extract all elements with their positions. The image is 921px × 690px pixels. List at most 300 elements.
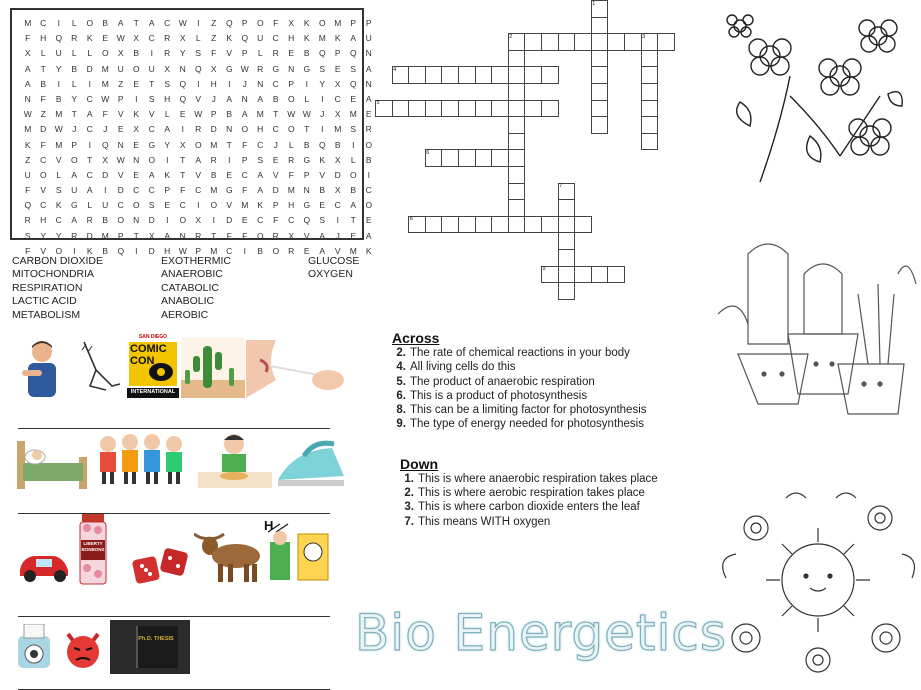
word-search-letter: A [195, 154, 202, 165]
word-search-letter: E [133, 169, 140, 180]
word-search-letter: O [86, 18, 94, 28]
crossword-cell[interactable] [508, 183, 526, 201]
word-search-letter: F [40, 139, 46, 150]
comic-con-word1: COMIC [130, 343, 167, 355]
word-search-letter: X [334, 154, 341, 165]
word-search-letter: K [164, 169, 171, 180]
word-search-letter: W [101, 93, 110, 104]
word-list-item: ANABOLIC [161, 295, 215, 308]
crossword-cell[interactable] [524, 66, 542, 84]
word-search-letter: K [303, 18, 310, 28]
word-search-letter: T [350, 215, 356, 226]
crossword-cell[interactable] [392, 100, 410, 118]
word-search-letter: Q [179, 93, 187, 104]
word-list-item: EXOTHERMIC [161, 255, 232, 267]
word-search-letter: A [241, 109, 248, 120]
word-search-letter: N [288, 63, 295, 74]
word-search-letter: V [148, 109, 155, 120]
word-search-letter: H [164, 93, 171, 104]
crossword-cell[interactable] [491, 216, 509, 234]
word-search-letter: O [70, 154, 78, 165]
word-search-letter: T [226, 139, 232, 150]
word-search-letter: R [24, 215, 31, 226]
word-search-row [20, 213, 377, 228]
comic-con-top-text: SAN DIEGO [138, 334, 168, 340]
word-search-letter: C [86, 93, 93, 104]
red-car-image [16, 544, 72, 584]
crossword-cell[interactable] [458, 100, 476, 118]
word-search-row [20, 46, 377, 61]
answer-line [18, 513, 330, 514]
word-search-letter: C [40, 200, 47, 211]
crossword-cell[interactable] [591, 116, 609, 134]
word-search-letter: O [210, 200, 218, 211]
word-search-letter: A [257, 93, 264, 104]
word-search-letter: M [101, 230, 109, 241]
word-search-letter: I [352, 139, 355, 150]
crossword-cell[interactable] [508, 100, 526, 118]
word-search-letter: S [350, 124, 357, 135]
word-search-letter: P [303, 169, 310, 180]
down-heading: Down [400, 455, 439, 472]
word-search-letter: N [241, 93, 248, 104]
word-search-letter: X [334, 109, 341, 120]
word-search-letter: I [228, 78, 231, 89]
word-search-letter: Q [241, 33, 249, 44]
word-search-letter: R [272, 48, 279, 59]
crossword-number: 6 [426, 149, 430, 156]
word-search-letter: J [103, 124, 108, 135]
crossword-cell[interactable] [541, 216, 559, 234]
word-search-letter: S [24, 230, 31, 241]
crossword-cell[interactable] [591, 266, 609, 284]
crossword-cell[interactable] [508, 66, 526, 84]
word-search-letter: V [195, 169, 202, 180]
word-search-row [20, 92, 377, 107]
word-search-letter: U [117, 63, 124, 74]
word-search-letter: N [365, 48, 372, 59]
crossword-cell[interactable] [475, 216, 493, 234]
word-search-letter: M [349, 245, 357, 256]
word-search-letter: V [195, 93, 202, 104]
crossword-cell[interactable] [624, 33, 642, 51]
word-search-letter: M [318, 33, 326, 44]
word-search-letter: V [40, 185, 47, 196]
word-search-letter: L [71, 78, 77, 89]
crossword-cell[interactable] [641, 83, 659, 101]
word-search-row [20, 168, 377, 183]
word-search-letter: D [102, 169, 109, 180]
word-search-letter: C [40, 18, 47, 28]
crossword-cell[interactable] [441, 149, 459, 167]
word-search-letter: I [336, 215, 339, 226]
word-search-letter: E [164, 200, 171, 211]
word-search-letter: D [210, 124, 217, 135]
word-search-row [20, 77, 377, 92]
word-search-row [20, 16, 377, 31]
word-search-letter: P [241, 154, 248, 165]
sun-flowers-doodle-image [716, 488, 920, 684]
word-search-letter: B [303, 48, 310, 59]
word-search-row [20, 31, 377, 46]
word-search-letter: T [304, 124, 310, 135]
word-search-letter: E [179, 109, 186, 120]
word-search-letter: I [228, 154, 231, 165]
across-clue: 4. All living cells do this [396, 361, 516, 374]
word-search-letter: Q [318, 139, 326, 150]
word-search-letter: E [319, 200, 326, 211]
word-search-letter: K [24, 139, 31, 150]
crossword-cell[interactable] [558, 249, 576, 267]
crossword-clues [392, 330, 712, 529]
word-search-letter: R [257, 63, 264, 74]
word-search-letter: X [334, 78, 341, 89]
word-search-letter: P [195, 245, 202, 256]
word-search-letter: U [365, 33, 372, 44]
word-search-letter: V [303, 230, 310, 241]
word-search-letter: Q [349, 48, 357, 59]
page-title: Bio Energetics [355, 604, 727, 662]
mouth-swab-image [246, 340, 346, 398]
crossword-cell[interactable] [408, 100, 426, 118]
word-search-letter: X [210, 63, 217, 74]
word-search-letter: D [86, 63, 93, 74]
crossword-cell[interactable] [458, 216, 476, 234]
word-search-letter: I [57, 78, 60, 89]
word-search-letter: C [117, 200, 124, 211]
word-search-letter: U [71, 185, 78, 196]
word-search-letter: U [102, 200, 109, 211]
cactus-pots-doodle-image [708, 234, 918, 418]
word-search-letter: T [149, 78, 155, 89]
crossword-cell[interactable] [591, 17, 609, 35]
crossword-cell[interactable] [425, 100, 443, 118]
word-search-letter: P [241, 18, 248, 28]
word-search-letter: W [302, 109, 311, 120]
word-search-letter: M [24, 124, 32, 135]
word-search-letter: P [241, 48, 248, 59]
word-search-letter: N [179, 63, 186, 74]
word-search-letter: A [71, 169, 78, 180]
word-search-letter: O [272, 245, 280, 256]
crossword-cell[interactable] [558, 282, 576, 300]
word-search-letter: A [257, 169, 264, 180]
word-search-letter: X [288, 230, 295, 241]
candy-jar-label: LIBERTY BONBONS [81, 541, 105, 552]
word-search-letter: O [365, 139, 373, 150]
word-search-letter: E [102, 33, 109, 44]
word-search-letter: V [226, 48, 233, 59]
word-search-letter: A [86, 185, 93, 196]
word-search-letter: O [148, 154, 156, 165]
word-search-letter: X [179, 33, 186, 44]
word-search-letter: F [226, 230, 232, 241]
word-search-grid [10, 8, 373, 256]
word-search-letter: B [102, 245, 109, 256]
word-search-letter: B [40, 78, 47, 89]
word-search-letter: G [303, 63, 311, 74]
crossword-cell[interactable] [408, 66, 426, 84]
word-search-letter: N [226, 124, 233, 135]
word-search-letter: F [242, 230, 248, 241]
crossword-cell[interactable] [458, 66, 476, 84]
word-search-letter: R [210, 154, 217, 165]
word-search-letter: G [148, 139, 156, 150]
word-search-letter: V [319, 169, 326, 180]
word-search-letter: N [179, 230, 186, 241]
crossword-cell[interactable] [574, 216, 592, 234]
crossword-number: 5 [376, 100, 380, 107]
word-search-letter: R [288, 245, 295, 256]
word-search-letter: V [334, 245, 341, 256]
word-search-letter: Q [303, 215, 311, 226]
crossword-cell[interactable] [508, 116, 526, 134]
word-search-letter: I [181, 124, 184, 135]
word-search-letter: J [320, 109, 325, 120]
across-clue: 6. This is a product of photosynthesis [396, 389, 588, 402]
crossword-cell[interactable] [475, 100, 493, 118]
word-list-item: CARBON DIOXIDE [12, 255, 104, 267]
crossword-number: 2 [509, 33, 513, 40]
word-search-letter: C [148, 124, 155, 135]
word-search-letter: N [365, 78, 372, 89]
word-search-letter: J [273, 139, 278, 150]
word-search-letter: O [256, 230, 264, 241]
word-search-letter: F [180, 185, 186, 196]
word-search-letter: S [257, 154, 264, 165]
word-search-letter: X [195, 215, 202, 226]
crossword-cell[interactable] [475, 66, 493, 84]
word-search-letter: B [334, 139, 341, 150]
crossword-cell[interactable] [425, 216, 443, 234]
word-search-letter: S [55, 185, 62, 196]
word-search-letter: A [148, 18, 155, 28]
word-search-letter: K [334, 33, 341, 44]
crossword-cell[interactable] [641, 66, 659, 84]
crossword-cell[interactable] [591, 33, 609, 51]
answer-line [18, 428, 330, 429]
word-search-letter: A [350, 33, 357, 44]
crossword-cell[interactable] [558, 232, 576, 250]
word-search-letter: R [365, 124, 372, 135]
crossword-cell[interactable] [508, 199, 526, 217]
word-search-letter: S [319, 63, 326, 74]
word-search-letter: G [303, 154, 311, 165]
crossword-cell[interactable] [607, 266, 625, 284]
crossword-cell[interactable] [591, 83, 609, 101]
word-search-letter: G [303, 200, 311, 211]
crossword-cell[interactable] [607, 33, 625, 51]
word-list-column-2 [161, 255, 231, 322]
crossword-cell[interactable] [574, 266, 592, 284]
word-search-letter: T [71, 109, 77, 120]
word-search-letter: I [88, 139, 91, 150]
word-search-letter: Y [55, 63, 62, 74]
word-search-letter: E [365, 109, 372, 120]
crossword-cell[interactable] [491, 66, 509, 84]
crossword-cell[interactable] [508, 83, 526, 101]
word-search-letter: Z [211, 18, 217, 28]
word-search-letter: N [303, 185, 310, 196]
word-search-letter: N [133, 154, 140, 165]
crossword-number: 9 [542, 266, 546, 273]
crossword-cell[interactable] [558, 266, 576, 284]
word-search-letter: Q [225, 18, 233, 28]
word-search-letter: V [117, 109, 124, 120]
crossword-cell[interactable] [541, 100, 559, 118]
word-search-letter: X [288, 18, 295, 28]
crossword-cell[interactable] [475, 149, 493, 167]
word-search-letter: C [288, 215, 295, 226]
word-search-letter: A [164, 230, 171, 241]
word-search-letter: L [288, 139, 294, 150]
word-search-letter: K [226, 33, 233, 44]
word-list-item: MITOCHONDRIA [12, 268, 95, 281]
down-clue: 7. This means WITH oxygen [404, 515, 551, 528]
crossword-cell[interactable] [508, 166, 526, 184]
crossword-cell[interactable] [558, 216, 576, 234]
crossword-cell[interactable] [524, 100, 542, 118]
word-search-letter: X [148, 230, 155, 241]
crossword-cell[interactable] [524, 216, 542, 234]
word-search-letter: Z [40, 109, 46, 120]
word-search-letter: U [55, 48, 62, 59]
word-search-letter: I [73, 245, 76, 256]
red-dice-image [132, 546, 190, 586]
word-search-letter: N [257, 78, 264, 89]
crossword-cell[interactable] [591, 66, 609, 84]
crossword-cell[interactable] [541, 33, 559, 51]
candy-jar-image [78, 514, 108, 586]
crossword-cell[interactable] [508, 216, 526, 234]
word-search-letter: C [272, 78, 279, 89]
word-search-letter: C [86, 169, 93, 180]
word-list-item: AEROBIC [161, 308, 209, 321]
crossword-cell[interactable] [574, 33, 592, 51]
word-search-letter: P [210, 109, 217, 120]
word-search-letter: M [334, 124, 342, 135]
word-search-letter: C [148, 33, 155, 44]
word-search-letter: Q [194, 63, 202, 74]
word-search-letter: X [117, 48, 124, 59]
word-search-letter: M [256, 109, 264, 120]
word-search-letter: W [194, 109, 203, 120]
crossword-number: 1 [592, 0, 596, 7]
across-heading: Across [392, 330, 440, 346]
crossword-cell[interactable] [657, 33, 675, 51]
word-search-letter: L [164, 109, 170, 120]
word-list-item: ANAEROBIC [161, 268, 223, 281]
word-search-letter: M [101, 78, 109, 89]
crossword-cell[interactable] [508, 149, 526, 167]
word-search-letter: C [226, 245, 233, 256]
word-search-letter: D [117, 185, 124, 196]
word-search-letter: P [334, 48, 341, 59]
crossword-cell[interactable] [441, 66, 459, 84]
crossword-cell[interactable] [558, 33, 576, 51]
word-search-letter: O [117, 215, 125, 226]
word-search-letter: P [288, 78, 295, 89]
word-search-letter: A [365, 93, 372, 104]
word-search-letter: C [86, 124, 93, 135]
word-search-letter: M [210, 139, 218, 150]
word-search-row [20, 183, 377, 198]
crossword-cell[interactable] [441, 100, 459, 118]
word-search-letter: F [211, 48, 217, 59]
crossword-cell[interactable] [441, 216, 459, 234]
word-search-letter: I [243, 245, 246, 256]
word-search-letter: B [71, 63, 78, 74]
crossword-cell[interactable] [508, 50, 526, 68]
word-search-letter: Y [71, 93, 78, 104]
word-search-letter: O [318, 18, 326, 28]
crossword-cell[interactable] [491, 100, 509, 118]
word-search-letter: V [55, 154, 62, 165]
crossword-cell[interactable] [508, 133, 526, 151]
crossword-cell[interactable] [524, 33, 542, 51]
word-search-letter: S [319, 215, 326, 226]
crossword-cell[interactable] [591, 50, 609, 68]
word-search-letter: X [164, 63, 171, 74]
word-search-letter: R [195, 124, 202, 135]
word-search-letter: O [179, 215, 187, 226]
word-search-letter: Z [211, 33, 217, 44]
crossword-puzzle [370, 0, 690, 320]
across-clue: 2. The rate of chemical reactions in your body [396, 347, 630, 359]
down-clue: 2. This is where aerobic respiration takes place [404, 487, 645, 500]
crossword-cell[interactable] [558, 199, 576, 217]
crossword-cell[interactable] [641, 100, 659, 118]
word-search-letter: I [367, 169, 370, 180]
crossword-cell[interactable] [641, 50, 659, 68]
crossword-cell[interactable] [458, 149, 476, 167]
word-search-row [20, 122, 377, 137]
clock-alarm-image [262, 518, 332, 584]
crossword-cell[interactable] [491, 149, 509, 167]
flowers-doodle-image [720, 6, 910, 182]
answer-line [18, 616, 330, 617]
crossword-cell[interactable] [425, 66, 443, 84]
word-search-letter: Q [117, 245, 125, 256]
word-search-letter: K [86, 33, 93, 44]
steam-iron-image [274, 436, 350, 490]
word-search-letter: L [87, 48, 93, 59]
word-search-letter: A [117, 18, 124, 28]
crossword-cell[interactable] [591, 100, 609, 118]
crossword-cell[interactable] [641, 133, 659, 151]
ox-image [194, 526, 264, 586]
word-list [12, 255, 372, 325]
word-search-letter: E [350, 93, 357, 104]
word-search-letter: R [288, 154, 295, 165]
word-search-letter: Y [319, 78, 326, 89]
word-search-row [20, 62, 377, 77]
word-search-letter: D [272, 185, 279, 196]
word-search-letter: V [226, 200, 233, 211]
crossword-cell[interactable] [641, 116, 659, 134]
word-search-letter: Q [318, 48, 326, 59]
word-search-letter: X [179, 139, 186, 150]
word-search-letter: C [40, 154, 47, 165]
crossword-number: 3 [642, 33, 646, 40]
word-search-letter: L [71, 48, 77, 59]
word-search-letter: I [305, 78, 308, 89]
word-search-letter: Q [55, 33, 63, 44]
word-search-letters [20, 16, 377, 259]
word-search-letter: M [101, 63, 109, 74]
word-search-letter: D [334, 169, 341, 180]
crossword-cell[interactable] [541, 66, 559, 84]
